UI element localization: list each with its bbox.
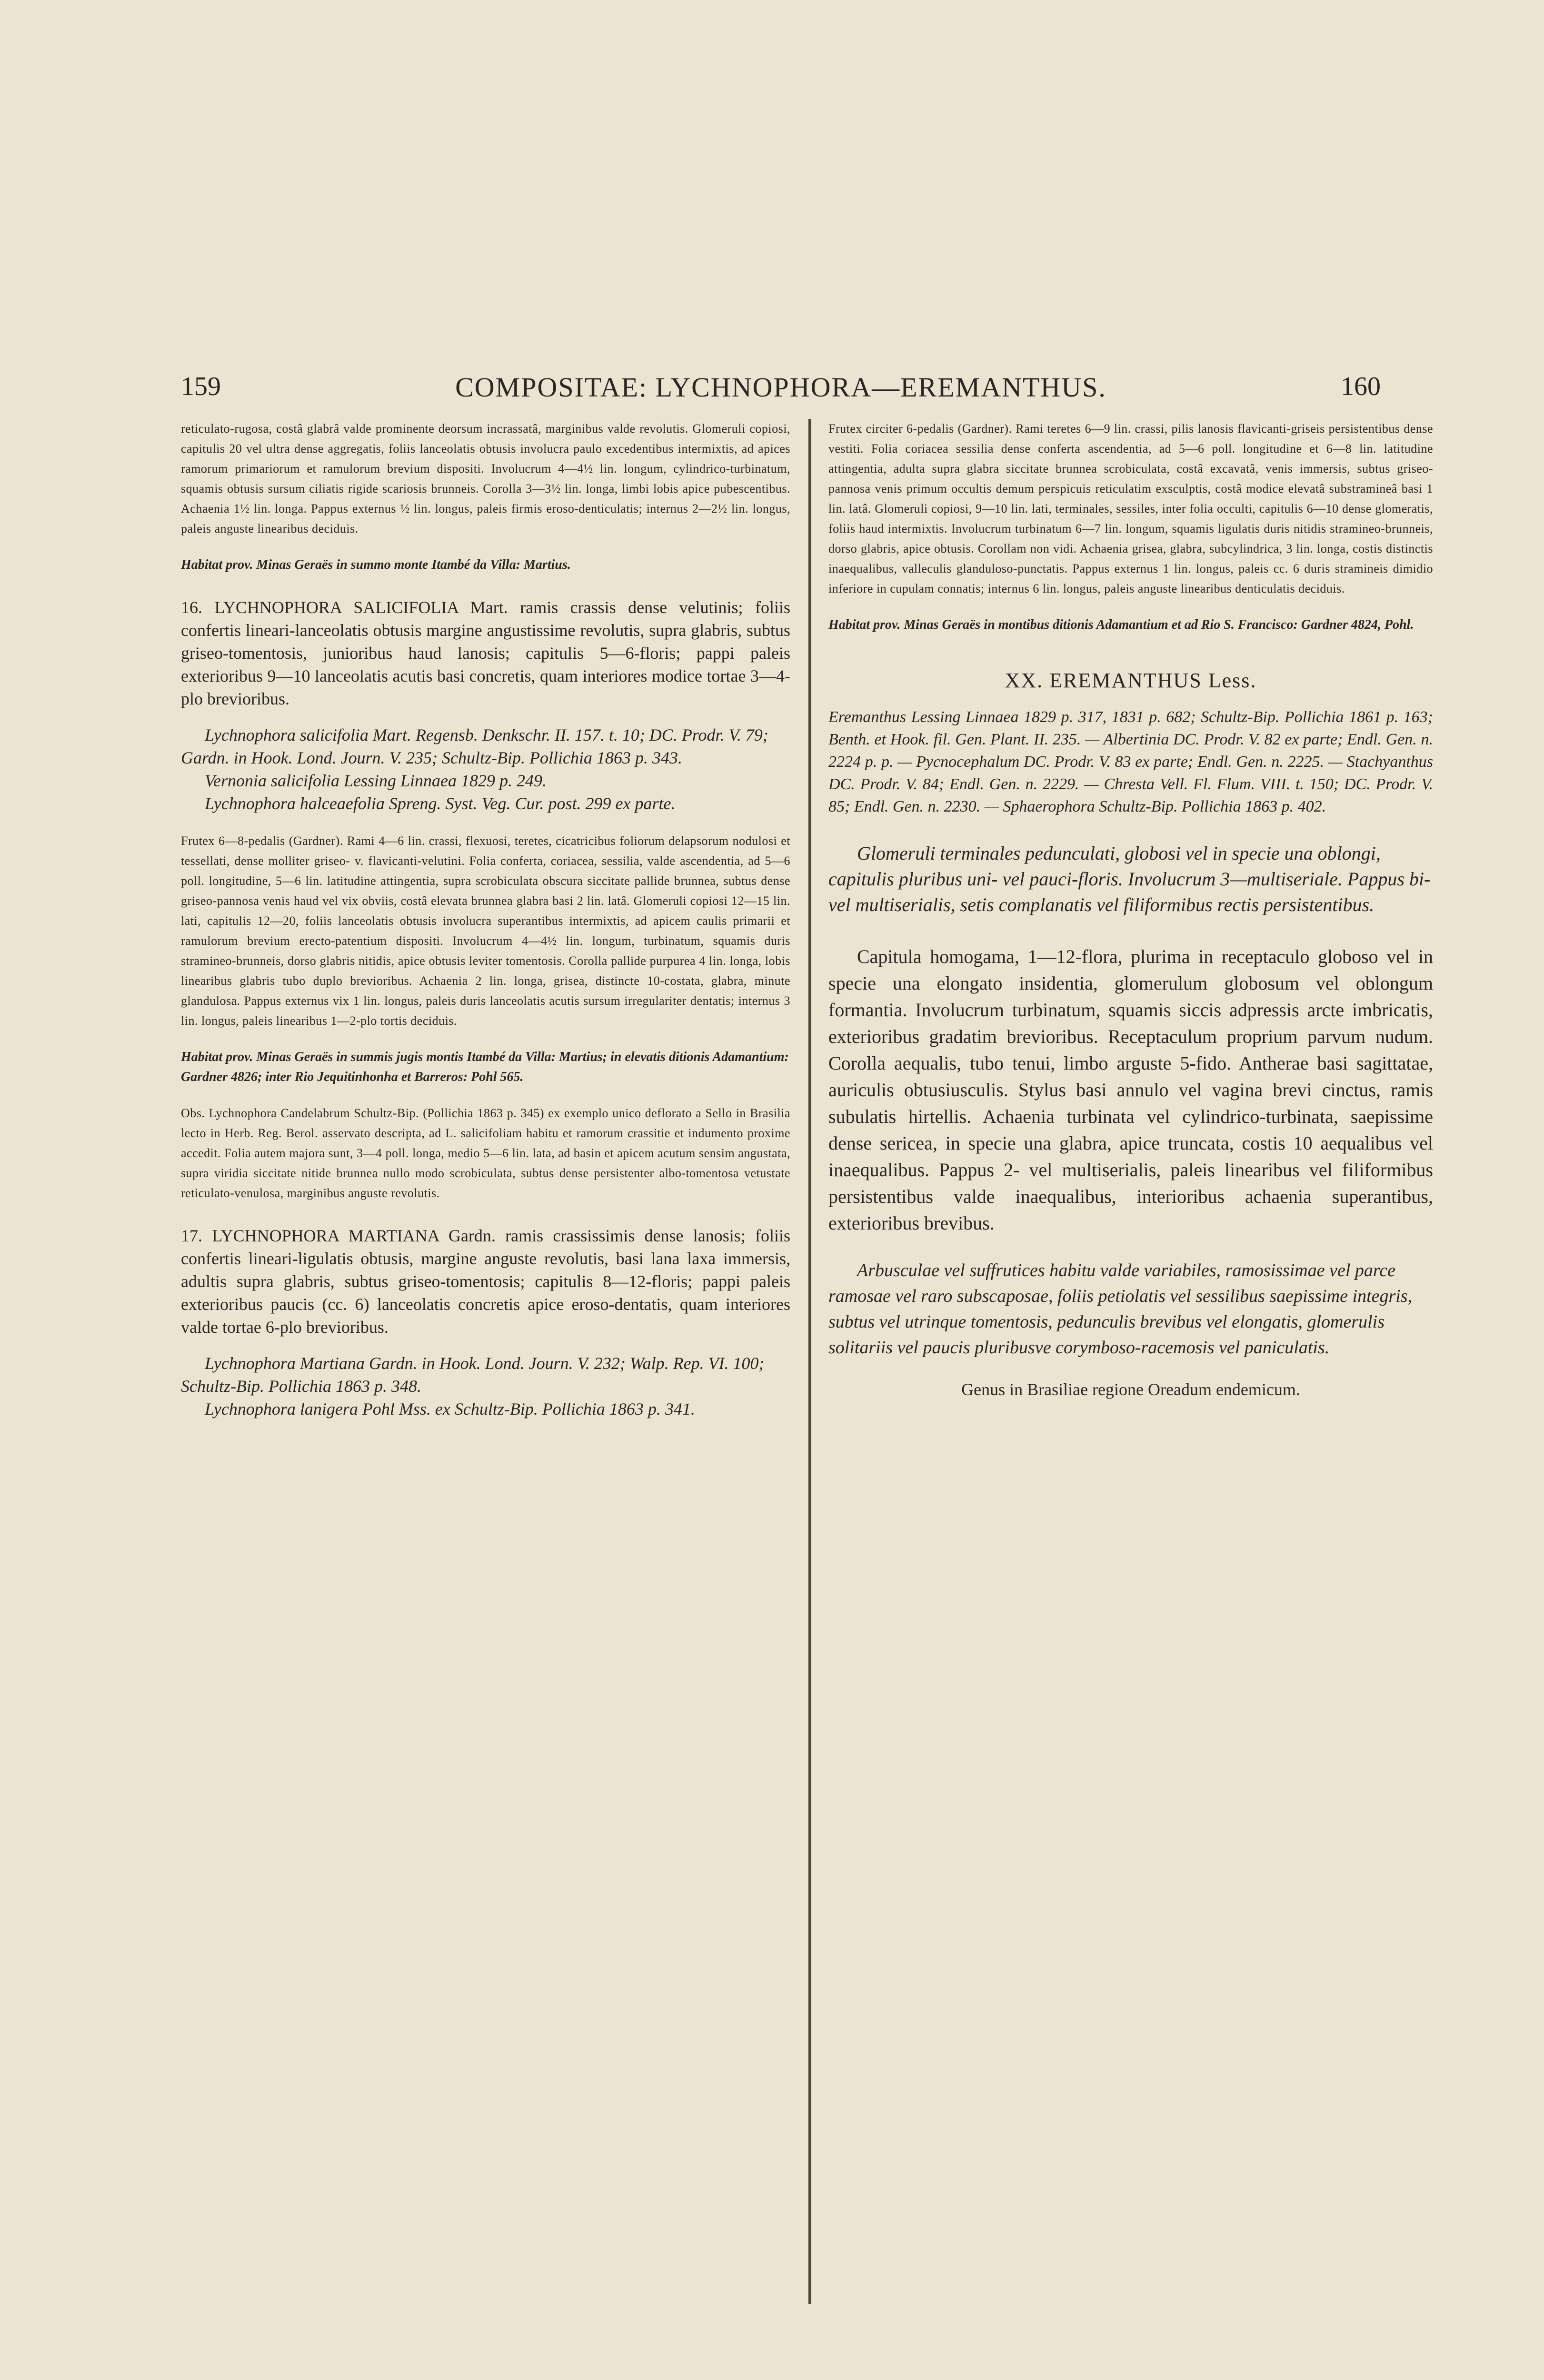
page-number-right: 160 (1341, 372, 1381, 401)
species-16-references (181, 724, 790, 815)
species-16-observation: Obs. Lychnophora Candelabrum Schultz-Bip. (Pollichia 1863 p. 345) ex exemplo unico deflorato a Sello in Brasilia lecto in Herb. Reg. Berol. asservato descripta, ad L. salicifoliam habitu et ramorum crassitie et indumento proxime accedit. Folia autem majora sunt, 3—4 poll. longa, medio 5—6 lin. lata, ad basin et apicem acutum sensim angustata, supra viridia siccitate nitide brunnea nullo modo scrobiculata, subtus dense persistenter albo-tomentosa vetustate reticulato-venulosa, marginibus anguste revolutis. (181, 1106, 790, 1200)
genus-references: Eremanthus Lessing Linnaea 1829 p. 317, 1831 p. 682; Schultz-Bip. Pollichia 1861 p. 163; Benth. et Hook. fil. Gen. Plant. II. 235. — Albertinia DC. Prodr. V. 82 ex parte; Endl. Gen. n. 2224 p. p. — Pycnocephalum DC. Prodr. V. 83 ex parte; Endl. Gen. n. 2225. — Stachyanthus DC. Prodr. V. 84; Endl. Gen. n. 2229. — Chresta Vell. Fl. Flum. VIII. t. 150; DC. Prodr. V. 85; Endl. Gen. n. 2230. — Sphaerophora Schultz-Bip. Pollichia 1863 p. 402. (828, 708, 1433, 815)
reference-line: Lychnophora salicifolia Mart. Regensb. Denkschr. II. 157. t. 10; DC. Prodr. V. 79; Gardn. in Hook. Lond. Journ. V. 235; Schultz-Bip. Pollichia 1863 p. 343. (181, 725, 768, 767)
page-number-left: 159 (181, 372, 221, 401)
genus-habit: Arbusculae vel suffrutices habitu valde variabiles, ramosissimae vel parce ramosae vel raro subscaposae, foliis petiolatis vel sessilibus saepissime integris, subtus vel utrinque tomentosis, pedunculis brevibus vel elongatis, glomerulis solitariis vel paucis pluribusve corymboso-racemosis vel paniculatis. (828, 1260, 1413, 1358)
species-17-diagnosis: 17. LYCHNOPHORA MARTIANA Gardn. ramis crassissimis dense lanosis; foliis confertis lineari-ligulatis obtusis, margine anguste revolutis, basi lana laxa immersis, adultis supra glabris, subtus griseo-tomentosis; capitulis 8—12-floris; pappi paleis exterioribus paucis (cc. 6) lanceolatis concretis apice eroso-dentatis, quam interiores valde tortae 6-plo brevioribus. (181, 1226, 790, 1337)
genus-title: XX. EREMANTHUS Less. (1005, 669, 1257, 692)
column-divider (808, 419, 811, 2304)
species-16-description: Frutex 6—8-pedalis (Gardner). Rami 4—6 lin. crassi, flexuosi, teretes, cicatricibus foliorum delapsorum nodulosi et tessellati, dense molliter griseo- v. flavicanti-velutini. Folia conferta, coriacea, sessilia, valde ascendentia, ad 5—6 poll. longitudine, 5—6 lin. latitudine attingentia, supra scrobiculata obscura siccitate pallide brunnea, subtus dense griseo-pannosa venis haud vel vix obviis, costâ elevata brunnea glabra basi 2 lin. latâ. Glomeruli copiosi 12—15 lin. lati, capitulis 12—20, foliis lanceolatis obtusis involucra superantibus intermixtis, ad apicem caulis primarii et ramulorum brevium erecto-patentium dispositi. Involucrum 4—4½ lin. longum, turbinatum, squamis duris stramineo-brunneis, dorso glabris nitidis, apice obtusis leviter tomentosis. Corolla pallide purpurea 4 lin. longa, lobis linearibus glabris tubo duplo brevioribus. Achaenia 2 lin. longa, grisea, distincte 10-costata, glabra, minute glandulosa. Pappus externus vix 1 lin. longus, paleis duris lanceolatis acutis sursum irregulariter dentatis; internus 3 lin. longus, paleis linearibus 1—2-plo tortis deciduis. (181, 834, 790, 1028)
species-17-references (181, 1352, 790, 1420)
species-16-diagnosis: 16. LYCHNOPHORA SALICIFOLIA Mart. ramis crassis dense velutinis; foliis confertis lineari-lanceolatis obtusis margine angustissime revolutis, supra glabris, subtus griseo-tomentosis, junioribus haud lanosis; capitulis 5—6-floris; pappi paleis exterioribus 9—10 lanceolatis acutis basi concretis, quam interiores modice tortae 3—4-plo brevioribus. (181, 598, 790, 708)
reference-line: Lychnophora halceaefolia Spreng. Syst. Veg. Cur. post. 299 ex parte. (205, 794, 676, 813)
running-header (181, 371, 1381, 409)
species-16-habitat: Habitat prov. Minas Geraës in summis jugis montis Itambé da Villa: Martius; in elevatis ditionis Adamantium: Gardner 4826; inter Rio Jequitinhonha et Barreros: Pohl 565. (181, 1050, 789, 1084)
species-17-description: Frutex circiter 6-pedalis (Gardner). Rami teretes 6—9 lin. crassi, pilis lanosis flavicanti-griseis persistentibus dense vestiti. Folia coriacea sessilia dense conferta ascendentia, ad 5—6 poll. longitudine et 6—8 lin. latitudine attingentia, adulta supra glabra siccitate brunnea scrobiculata, costâ excavatâ, venis immersis, subtus griseo-pannosa venis primum occultis demum perspicuis reticulatim exsculptis, costâ modice elevatâ substramineâ basi 1 lin. latâ. Glomeruli copiosi, 9—10 lin. lati, terminales, sessiles, inter folia occulti, capitulis 6—10 dense glomeratis, foliis haud intermixtis. Involucrum turbinatum 6—7 lin. longum, squamis ligulatis duris nitidis stramineo-brunneis, dorso glabris, apice obtusis. Corollam non vidi. Achaenia grisea, glabra, subcylindrica, 3 lin. longa, costis distinctis inaequalibus, valleculis glanduloso-punctatis. Pappus externus 1 lin. longus, paleis cc. 6 duris stramineis dimidio inferiore in cupulam connatis; internus 6 lin. longus, paleis anguste linearibus denticulatis deciduis. (828, 422, 1433, 595)
continued-habitat: Habitat prov. Minas Geraës in summo monte Itambé da Villa: Martius. (181, 557, 571, 572)
genus-distribution: Genus in Brasiliae regione Oreadum endemicum. (961, 1380, 1300, 1399)
reference-line: Lychnophora Martiana Gardn. in Hook. Lond. Journ. V. 232; Walp. Rep. VI. 100; Schultz-Bip. Pollichia 1863 p. 348. (181, 1354, 765, 1396)
left-column (181, 419, 790, 2304)
right-column (828, 419, 1433, 2304)
reference-line: Vernonia salicifolia Lessing Linnaea 1829 p. 249. (205, 771, 547, 790)
continued-description: reticulato-rugosa, costâ glabrâ valde prominente deorsum incrassatâ, marginibus valde revolutis. Glomeruli copiosi, capitulis 20 vel ultra dense aggregatis, foliis lanceolatis obtusis involucra paulo excedentibus intermixtis, ad apices ramorum primariorum et ramulorum brevium dispositi. Involucrum 4—4½ lin. longum, cylindrico-turbinatum, squamis obtusis sursum ciliatis rigide scariosis brunneis. Corolla 3—3½ lin. longa, limbi lobis apice pubescentibus. Achaenia 1½ lin. longa. Pappus externus ½ lin. longus, paleis firmis eroso-denticulatis; internus 2—2½ lin. longus, paleis anguste linearibus deciduis. (181, 422, 790, 536)
running-title: COMPOSITAE: LYCHNOPHORA—EREMANTHUS. (455, 372, 1106, 403)
genus-diagnosis: Glomeruli terminales pedunculati, globosi vel in specie una oblongi, capitulis pluribus uni- vel pauci-floris. Involucrum 3—multiseriale. Pappus bi- vel multiserialis, setis complanatis vel filiformibus rectis persistentibus. (828, 843, 1431, 915)
species-17-habitat: Habitat prov. Minas Geraës in montibus ditionis Adamantium et ad Rio S. Francisco: Gardner 4824, Pohl. (828, 617, 1414, 632)
genus-description: Capitula homogama, 1—12-flora, plurima in receptaculo globoso vel in specie una elongato insidentia, glomerulum globosum vel oblongum formantia. Involucrum turbinatum, squamis siccis adpressis arcte imbricatis, exterioribus gradatim brevioribus. Receptaculum proprium parvum nudum. Corolla aequalis, tubo tenui, limbo arguste 5-fido. Antherae basi sagittatae, auriculis obtusiusculis. Stylus basi annulo vel vagina brevi cinctus, ramis subulatis hirtellis. Achaenia turbinata vel cylindrico-turbinata, saepissime dense sericea, in specie una glabra, apice truncata, costis 10 aequalibus vel inaequalibus. Pappus 2- vel multiserialis, paleis linearibus vel filiformibus persistentibus valde inaequalibus, interioribus achaenia superantibus, exterioribus brevibus. (828, 946, 1433, 1234)
reference-line: Lychnophora lanigera Pohl Mss. ex Schultz-Bip. Pollichia 1863 p. 341. (205, 1399, 695, 1418)
